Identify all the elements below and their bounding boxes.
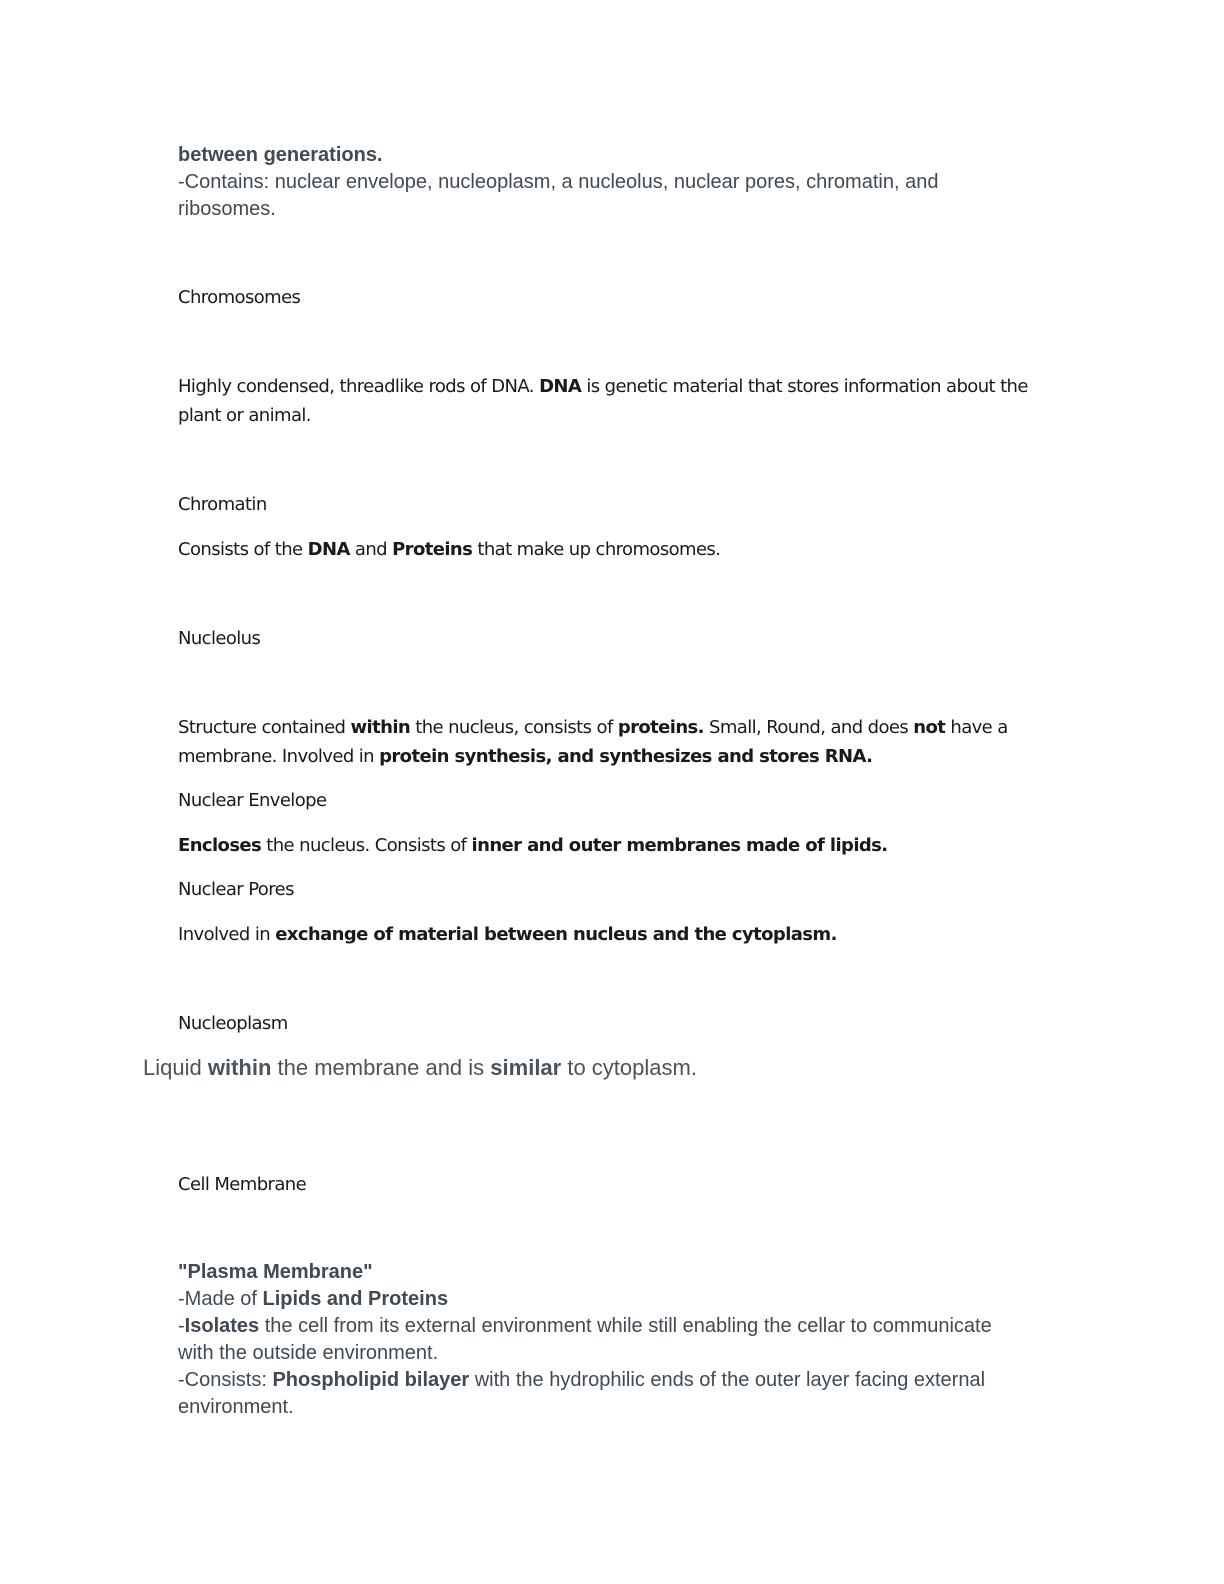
bold-run: within: [350, 717, 411, 738]
cell-membrane-subtitle: [178, 1259, 373, 1286]
text-run: -Consists:: [178, 1369, 273, 1391]
text-run: Liquid: [143, 1055, 208, 1080]
bold-run: exchange of material between nucleus and the cytoplasm.: [275, 924, 837, 945]
nucleus-contains-line: -Contains: nuclear envelope, nucleoplasm, a nucleolus, nuclear pores, chromatin, and: [178, 171, 939, 193]
bold-run: within: [207, 1055, 272, 1080]
bold-run: Lipids and Proteins: [262, 1288, 449, 1310]
text-run: -: [178, 1315, 185, 1337]
bold-run: "Plasma Membrane": [178, 1261, 373, 1283]
nucleus-contains-line-cont: ribosomes.: [178, 198, 276, 220]
cell-membrane-heading: Cell Membrane: [178, 1174, 307, 1195]
cell-membrane-isolates: [178, 1313, 992, 1340]
text-run: Structure contained: [178, 717, 351, 738]
chromosomes-heading: Chromosomes: [178, 287, 301, 308]
text-run: -Made of: [178, 1288, 263, 1310]
nucleoplasm-heading: Nucleoplasm: [178, 1013, 288, 1034]
bold-run: Encloses: [178, 835, 262, 856]
nuclear-pores-definition: [178, 920, 837, 949]
text-run: have a: [945, 717, 1008, 738]
cell-membrane-isolates-cont: with the outside environment.: [178, 1342, 439, 1364]
bold-run: similar: [490, 1055, 562, 1080]
bold-run: DNA: [307, 539, 350, 560]
nucleolus-definition-line-cont: [178, 742, 872, 771]
text-run: membrane. Involved in: [178, 746, 380, 767]
bold-run: DNA: [539, 376, 582, 397]
bold-run: protein synthesis, and synthesizes and stores RNA.: [379, 746, 873, 767]
text-run: Consists of the: [178, 539, 308, 560]
nuclear-envelope-definition: [178, 831, 888, 860]
text-run: is genetic material that stores information about the: [581, 376, 1028, 397]
text-run: Involved in: [178, 924, 276, 945]
cell-membrane-made-of: [178, 1286, 448, 1313]
cell-membrane-consists-cont: environment.: [178, 1396, 294, 1418]
nuclear-pores-heading: Nuclear Pores: [178, 879, 294, 900]
text-run: with the hydrophilic ends of the outer layer facing external: [469, 1369, 986, 1391]
chromosomes-definition-line: [178, 372, 1028, 401]
nucleolus-heading: Nucleolus: [178, 628, 261, 649]
bold-run: Isolates: [184, 1315, 260, 1337]
bold-run: between generations.: [178, 144, 383, 166]
text-run: to cytoplasm.: [561, 1055, 697, 1080]
text-run: that make up chromosomes.: [472, 539, 721, 560]
chromatin-heading: Chromatin: [178, 494, 267, 515]
text-run: Small, Round, and does: [703, 717, 914, 738]
text-run: the nucleus, consists of: [410, 717, 618, 738]
text-run: and: [349, 539, 393, 560]
text-run: the membrane and is: [271, 1055, 491, 1080]
nucleolus-definition-line: [178, 713, 1008, 742]
bold-run: Proteins: [392, 539, 473, 560]
text-run: Highly condensed, threadlike rods of DNA.: [178, 376, 540, 397]
text-run: the nucleus. Consists of: [261, 835, 472, 856]
chromosomes-definition-line-cont: plant or animal.: [178, 405, 311, 426]
cell-membrane-consists: [178, 1367, 985, 1394]
nucleus-text-line: [178, 142, 383, 169]
text-run: the cell from its external environment while still enabling the cellar to communicate: [259, 1315, 992, 1337]
bold-run: Phospholipid bilayer: [272, 1369, 470, 1391]
bold-run: proteins.: [617, 717, 704, 738]
nucleoplasm-definition: [143, 1053, 697, 1082]
bold-run: not: [913, 717, 946, 738]
nuclear-envelope-heading: Nuclear Envelope: [178, 790, 327, 811]
bold-run: inner and outer membranes made of lipids.: [471, 835, 888, 856]
chromatin-definition: [178, 535, 720, 564]
